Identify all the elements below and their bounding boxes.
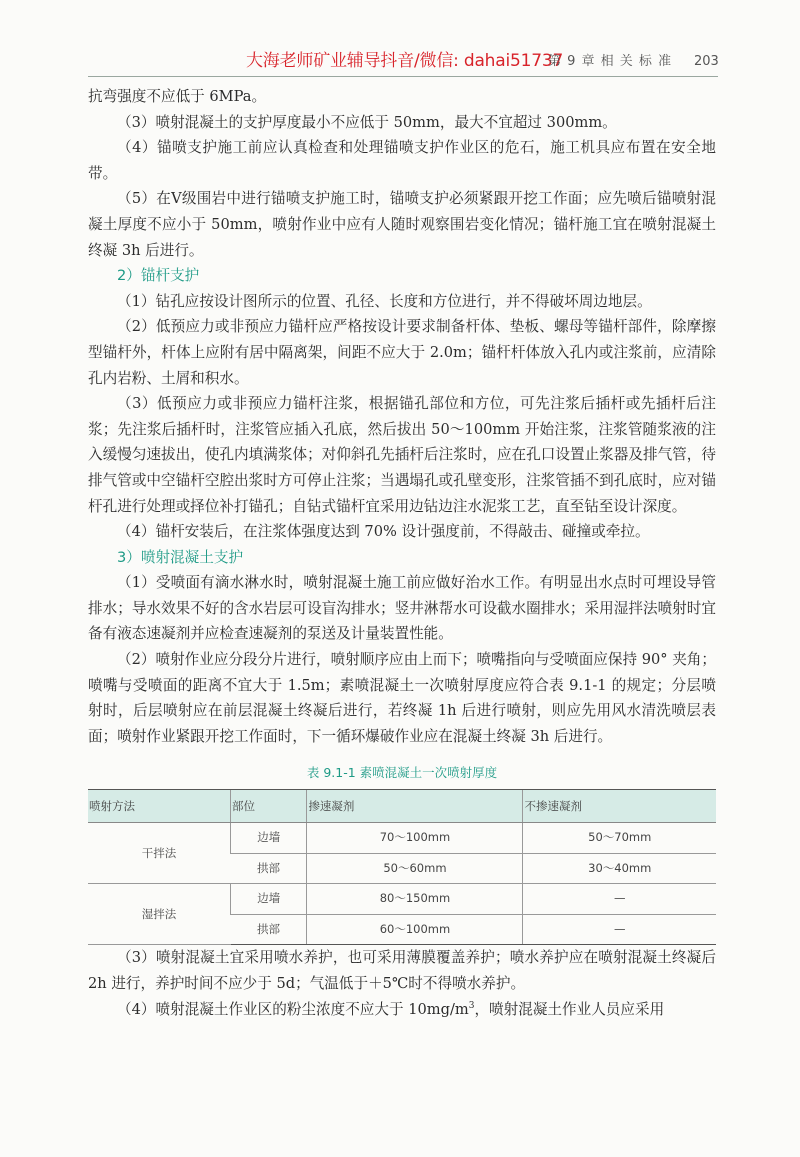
table-row xyxy=(88,823,716,854)
paragraph: （4）锚喷支护施工前应认真检查和处理锚喷支护作业区的危石，施工机具应布置在安全地带。 xyxy=(88,139,716,182)
with-accelerator-cell: 80～150mm xyxy=(307,884,523,915)
method-cell: 湿拌法 xyxy=(88,884,231,945)
superscript: 3 xyxy=(468,1000,475,1011)
with-accelerator-cell: 50～60mm xyxy=(307,853,523,884)
section-heading-shotcrete-support: 3）喷射混凝土支护 xyxy=(117,548,244,566)
section-heading-anchor-support: 2）锚杆支护 xyxy=(117,267,200,285)
chapter-title: 第 9 章 相 关 标 准 xyxy=(548,54,673,69)
without-accelerator-cell: 30～40mm xyxy=(523,853,716,884)
page-number: 203 xyxy=(694,54,719,69)
part-cell: 拱部 xyxy=(231,914,307,945)
paragraph: （1）受喷面有滴水淋水时，喷射混凝土施工前应做好治水工作。有明显出水点时可埋设导管排水；导水效果不好的含水岩层可设盲沟排水；竖井淋帮水可设截水圈排水；采用湿拌法喷射时宜备有液态速凝剂并应检查速凝剂的泵送及计量装置性能。 xyxy=(88,574,716,643)
without-accelerator-cell: — xyxy=(523,914,716,945)
paragraph: （5）在Ⅴ级围岩中进行锚喷支护施工时，锚喷支护必须紧跟开挖工作面；应先喷后锚喷射混凝土厚度不应小于 50mm，喷射作业中应有人随时观察围岩变化情况；锚杆施工宜在喷射混凝土终凝 3h 后进行。 xyxy=(88,190,716,259)
paragraph: （1）钻孔应按设计图所示的位置、孔径、长度和方位进行，并不得破坏周边地层。 xyxy=(117,292,652,310)
column-header: 掺速凝剂 xyxy=(307,790,523,823)
paragraph-text: （4）喷射混凝土作业区的粉尘浓度不应大于 10mg/m xyxy=(117,1000,469,1018)
paragraph: （3）喷射混凝土宜采用喷水养护，也可采用薄膜覆盖养护；喷水养护应在喷射混凝土终凝后 2h 进行，养护时间不应少于 5d；气温低于＋5℃时不得喷水养护。 xyxy=(88,949,716,993)
paragraph: 抗弯强度不应低于 6MPa。 xyxy=(88,88,267,105)
paragraph: （2）低预应力或非预应力锚杆应严格按设计要求制备杆体、垫板、螺母等锚杆部件，除摩擦型锚杆外，杆体上应附有居中隔离架，间距不应大于 2.0m；锚杆杆体放入孔内或注浆前，应清除孔内岩粉、土屑和积水。 xyxy=(88,318,716,387)
without-accelerator-cell: 50～70mm xyxy=(523,823,716,854)
paragraph: （3）低预应力或非预应力锚杆注浆，根据锚孔部位和方位，可先注浆后插杆或先插杆后注浆；先注浆后插杆时，注浆管应插入孔底，然后拔出 50～100mm 开始注浆，注浆管随浆液的注入缓慢匀速拔出，使孔内填满浆体；对仰斜孔先插杆后注浆时，应在孔口设置止浆器及排气管，待排气管或中空锚杆空腔出浆时方可停止注浆；当遇塌孔或孔壁变形，注浆管插不到孔底时，应对锚杆孔进行处理或择位补打锚孔；自钻式锚杆宜采用边钻边注水泥浆工艺，直至钻至设计深度。 xyxy=(88,395,716,515)
table-caption: 表 9.1-1 素喷混凝土一次喷射厚度 xyxy=(306,765,498,781)
paragraph: （2）喷射作业应分段分片进行，喷射顺序应由上而下；喷嘴指向与受喷面应保持 90° 夹角；喷嘴与受喷面的距离不宜大于 1.5m；素喷混凝土一次喷射厚度应符合表 9.1-1 的规定；分层喷射时，后层喷射应在前层混凝土终凝后进行，若终凝 1h 后进行喷射，则应先用风水清洗喷层表面；喷射作业紧跟开挖工作面时，下一循环爆破作业应在混凝土终凝 3h 后进行。 xyxy=(88,651,716,745)
page-body xyxy=(88,84,716,1022)
watermark-text: 大海老师矿业辅导抖音/微信: dahai51737 xyxy=(246,51,564,71)
with-accelerator-cell: 60～100mm xyxy=(307,914,523,945)
column-header: 部位 xyxy=(231,790,307,823)
paragraph-text: ，喷射混凝土作业人员应采用 xyxy=(474,1000,665,1018)
part-cell: 拱部 xyxy=(231,853,307,884)
paragraph: （4）锚杆安装后，在注浆体强度达到 70% 设计强度前，不得敲击、碰撞或牵拉。 xyxy=(117,523,650,541)
table-row xyxy=(88,884,716,915)
column-header: 喷射方法 xyxy=(88,790,231,823)
page-header xyxy=(0,48,800,74)
paragraph: （3）喷射混凝土的支护厚度最小不应低于 50mm，最大不宜超过 300mm。 xyxy=(117,113,617,131)
column-header: 不掺速凝剂 xyxy=(523,790,716,823)
table-header-row xyxy=(88,790,716,823)
part-cell: 边墙 xyxy=(231,884,307,915)
shotcrete-thickness-table xyxy=(88,789,716,945)
without-accelerator-cell: — xyxy=(523,884,716,915)
method-cell: 干拌法 xyxy=(88,823,231,884)
paragraph xyxy=(88,997,716,1023)
with-accelerator-cell: 70～100mm xyxy=(307,823,523,854)
header-divider xyxy=(88,76,718,77)
part-cell: 边墙 xyxy=(231,823,307,854)
